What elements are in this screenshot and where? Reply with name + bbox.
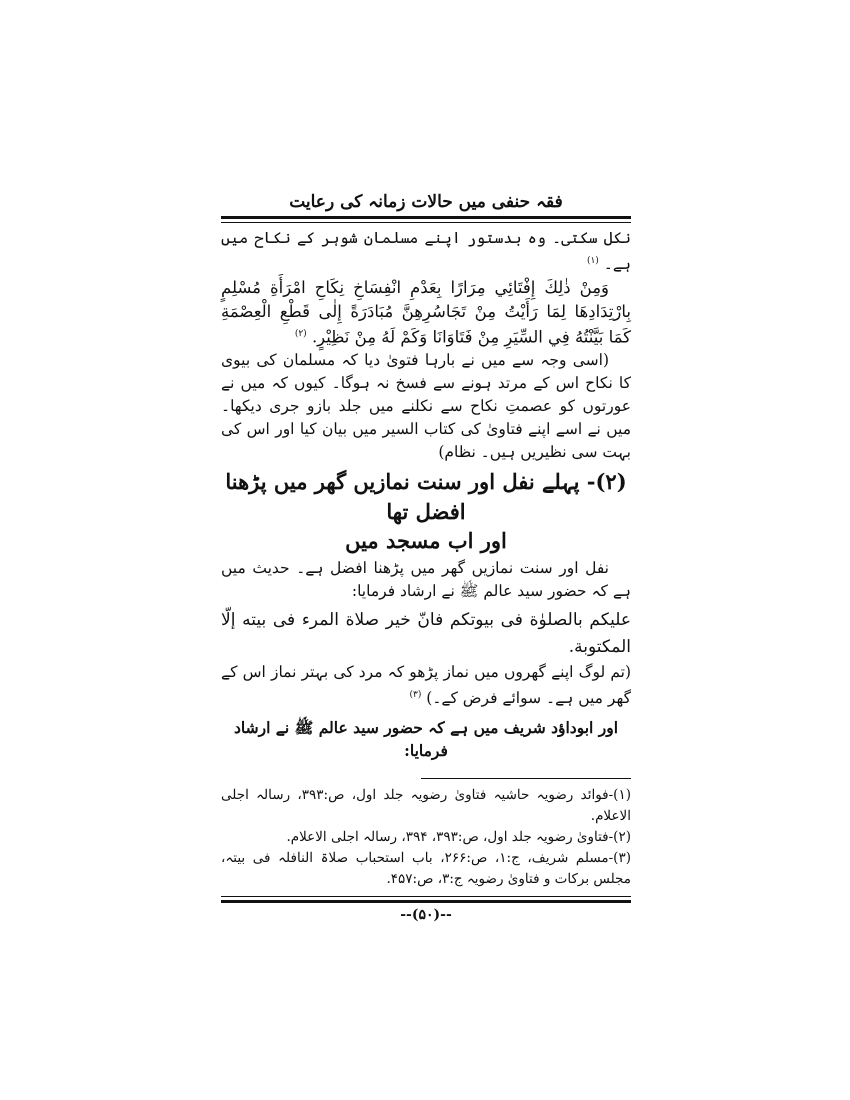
paragraph-2: اور ابوداؤد شریف میں ہے کہ حضور سید عالم ﷺ نے ارشاد فرمایا: (233, 718, 618, 761)
footnote-ref-2: (۲) (294, 329, 307, 340)
footnote-ref-1: (۱) (586, 256, 599, 266)
intro-text: نکل سکتی۔ وہ بدستور اپنے مسلمان شوہر کے نکاح میں ہے۔ (221, 229, 631, 274)
footnote-ref-3: (۳) (409, 690, 422, 701)
intro-line (221, 227, 631, 276)
running-title: فقہ حنفی میں حالات زمانہ کی رعایت (289, 192, 563, 212)
hadith-translation (221, 661, 631, 710)
urdu-translation: (اسی وجہ سے میں نے بارہا فتویٰ دیا کہ مسلمان کی بیوی کا نکاح اس کے مرتد ہونے سے فسخ نہ ہوگا۔ کیوں کہ میں نے عورتوں کو عصمتِ نکاح سے نکلنے میں جلد بازو جری دیکھا۔ میں نے اسے اپنے فتاویٰ کی کتاب السیر میں بیان کیا اور اس کی بہت سی نظیریں ہیں۔ نظام) (221, 351, 631, 462)
footnote-separator (421, 778, 631, 779)
hadith-translation-text: (تم لوگ اپنے گھروں میں نماز پڑھو کہ مرد کی بہتر نماز اس کے گھر میں ہے۔ سوائے فرض کے۔) (221, 663, 631, 708)
footer-rule (221, 896, 631, 903)
footnote-3: (۳)-مسلم شریف، ج:۱، ص:۲۶۶، باب استحباب صلاۃ النافلہ فی بیتہ، مجلس برکات و فتاویٰ رضویہ ج:۳، ص:۴۵۷. (221, 850, 631, 888)
hadith-text: عليكم بالصلوٰة فى بيوتكم فانّ خير صلاة المرء فى بيته إلّا المكتوبة. (221, 610, 631, 658)
page-number: --(۵۰)-- (400, 907, 452, 924)
footnote-1: (۱)-فوائد رضویہ حاشیہ فتاویٰ رضویہ جلد اول، ص:۳۹۳، رسالہ اجلی الاعلام. (221, 787, 631, 825)
arabic-quote-text: وَمِنْ ذٰلِكَ إِفْتَائِي مِرَارًا بِعَدْمِ انْفِسَاخِ نِكَاحِ امْرَأَةِ مُسْلِمٍ بِارْتِدَادِهَا لِمَا رَأَيْتُ مِنْ تَجَاسُرِهِنَّ مُبَادَرَةً إِلٰى قَطْعِ الْعِصْمَةِ كَمَا بَيَّنْتُهُ فِي السِّيَرِ مِنْ فَتَاوَانَا وَكَمْ لَهُ مِنْ نَظِيْرٍ. (221, 278, 631, 347)
paragraph-1: نفل اور سنت نمازیں گھر میں پڑھنا افضل ہے۔ حدیث میں ہے کہ حضور سید عالم ﷺ نے ارشاد فرمایا: (221, 559, 631, 601)
section-heading-line2: اور اب مسجد میں (345, 528, 507, 554)
section-heading: (۲)- پہلے نفل اور سنت نمازیں گھر میں پڑھنا افضل تھا (225, 469, 627, 525)
footnote-2: (۲)-فتاویٰ رضویہ جلد اول، ص:۳۹۳، ۳۹۴، رسالہ اجلی الاعلام. (286, 829, 631, 846)
arabic-quote (221, 276, 631, 349)
page (221, 190, 631, 923)
header-rule (221, 216, 631, 223)
